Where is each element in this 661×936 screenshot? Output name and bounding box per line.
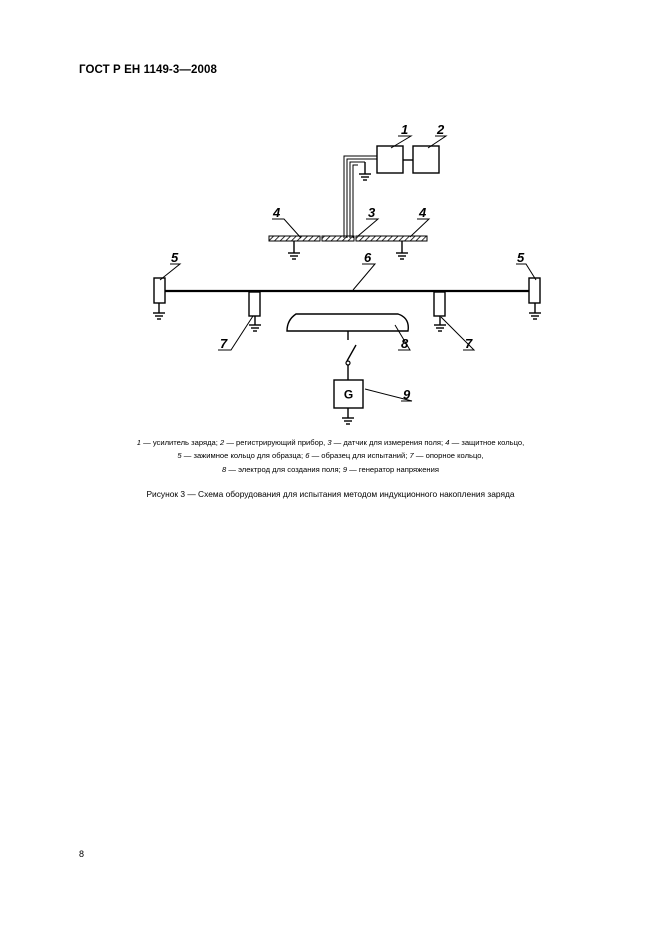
callout-7-left: 7 bbox=[220, 336, 228, 351]
equipment-diagram bbox=[0, 0, 661, 430]
callout-7-right: 7 bbox=[465, 336, 473, 351]
callout-4-right: 4 bbox=[419, 205, 427, 220]
support-ground-left-icon bbox=[249, 316, 261, 331]
recorder-box bbox=[413, 146, 439, 173]
callout-5-left: 5 bbox=[171, 250, 179, 265]
callout-3: 3 bbox=[368, 205, 376, 220]
callout-4-left: 4 bbox=[273, 205, 281, 220]
switch-blade bbox=[347, 345, 356, 361]
clamp-ring-left bbox=[154, 278, 165, 303]
figure-caption: Рисунок 3 — Схема оборудования для испытания методом индукционного накопления заряда bbox=[146, 489, 515, 499]
support-ground-right-icon bbox=[434, 316, 446, 331]
guard-ring-right bbox=[356, 236, 427, 241]
figure-legend bbox=[60, 436, 601, 476]
legend-line-2: 5 — зажимное кольцо для образца; 6 — образец для испытаний; 7 — опорное кольцо, bbox=[177, 451, 484, 461]
generator-symbol: G bbox=[343, 387, 354, 402]
callout-9: 9 bbox=[403, 387, 411, 402]
callout-8: 8 bbox=[401, 336, 409, 351]
guard-ground-right-icon bbox=[396, 241, 408, 259]
guard-ground-left-icon bbox=[288, 241, 300, 259]
field-electrode bbox=[287, 314, 408, 331]
page-number: 8 bbox=[79, 849, 85, 859]
callout-5-right: 5 bbox=[517, 250, 525, 265]
callout-6: 6 bbox=[364, 250, 372, 265]
callout-2: 2 bbox=[437, 122, 445, 137]
legend-line-3: 8 — электрод для создания поля; 9 — генератор напряжения bbox=[222, 464, 439, 474]
clamp-ground-right-icon bbox=[529, 303, 541, 319]
clamp-ring-right bbox=[529, 278, 540, 303]
clamp-ground-left-icon bbox=[153, 303, 165, 319]
amplifier-ground-icon bbox=[359, 162, 371, 180]
legend-line-1: 1 — усилитель заряда; 2 — регистрирующий прибор, 3 — датчик для измерения поля; 4 — защитное кольцо, bbox=[136, 438, 525, 447]
generator-ground-icon bbox=[342, 408, 354, 424]
callout-1: 1 bbox=[401, 122, 409, 137]
charge-amplifier-box bbox=[377, 146, 403, 173]
guard-ring-left bbox=[269, 236, 320, 241]
field-sensor bbox=[322, 236, 354, 241]
support-ring-right bbox=[434, 292, 445, 316]
support-ring-left bbox=[249, 292, 260, 316]
switch-contact bbox=[346, 361, 350, 365]
sensor-cable bbox=[344, 156, 377, 238]
standard-header: ГОСТ Р ЕН 1149-3—2008 bbox=[79, 64, 217, 76]
